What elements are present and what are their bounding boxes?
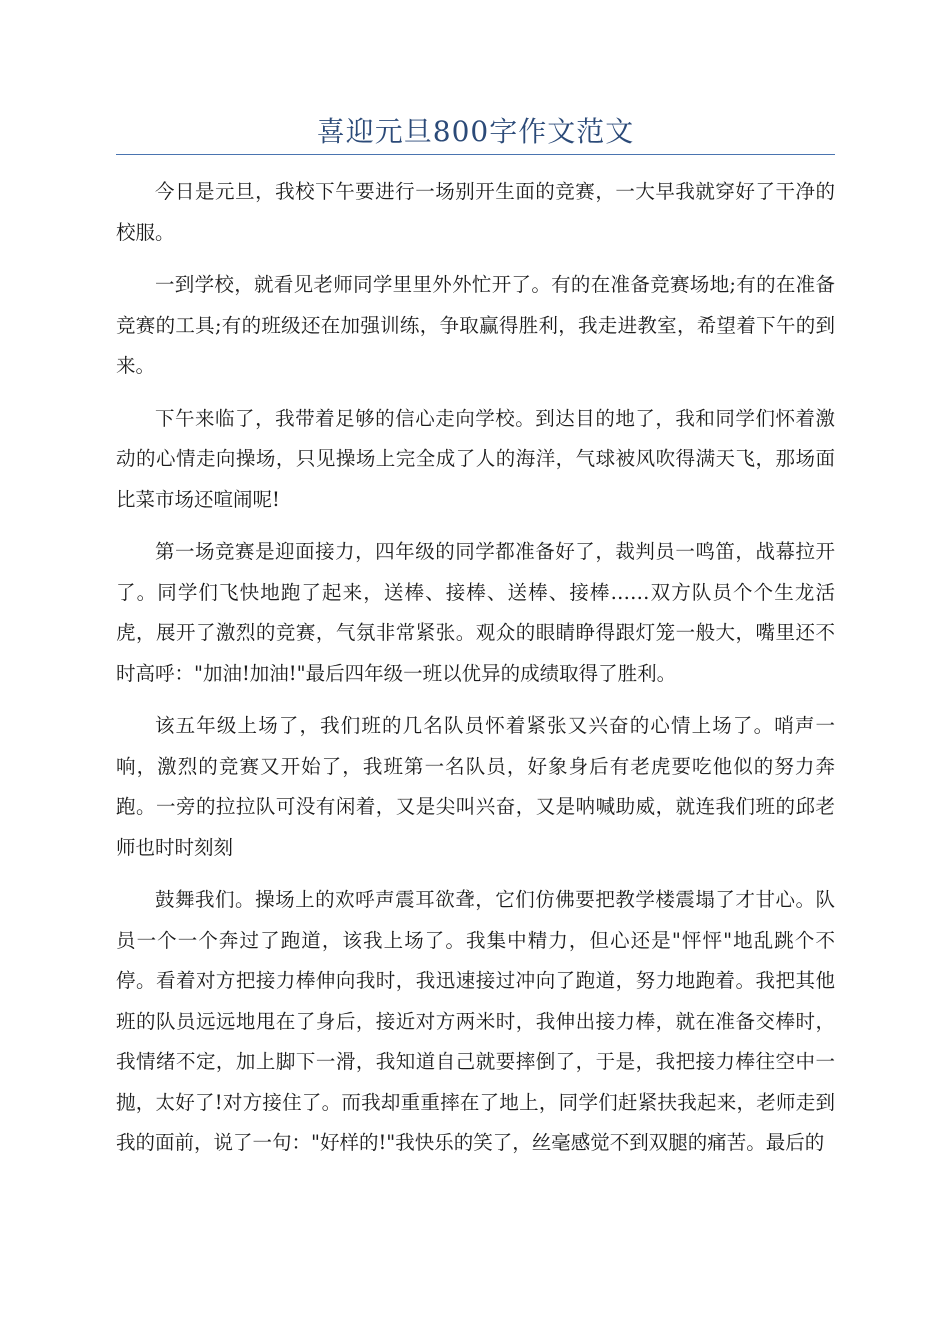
paragraph: 今日是元旦，我校下午要进行一场别开生面的竞赛，一大早我就穿好了干净的校服。 <box>116 180 835 244</box>
paragraph: 一到学校，就看见老师同学里里外外忙开了。有的在准备竞赛场地;有的在准备竞赛的工具;有的班级还在加强训练，争取赢得胜利，我走进教室，希望着下午的到来。 <box>116 273 835 377</box>
document-title: 喜迎元旦800字作文范文 <box>316 115 635 148</box>
paragraph: 第一场竞赛是迎面接力，四年级的同学都准备好了，裁判员一鸣笛，战幕拉开了。同学们飞快地跑了起来，送棒、接棒、送棒、接棒……双方队员个个生龙活虎，展开了激烈的竞赛，气氛非常紧张。观众的眼睛睁得跟灯笼一般大，嘴里还不时高呼："加油!加油!"最后四年级一班以优异的成绩取得了胜利。 <box>116 540 835 685</box>
paragraph: 鼓舞我们。操场上的欢呼声震耳欲聋，它们仿佛要把教学楼震塌了才甘心。队员一个一个奔过了跑道，该我上场了。我集中精力，但心还是"怦怦"地乱跳个不停。看着对方把接力棒伸向我时，我迅速接过冲向了跑道，努力地跑着。我把其他班的队员远远地甩在了身后，接近对方两米时，我伸出接力棒，就在准备交棒时，我情绪不定，加上脚下一滑，我知道自己就要摔倒了，于是，我把接力棒往空中一抛，太好了!对方接住了。而我却重重摔在了地上，同学们赶紧扶我起来，老师走到我的面前，说了一句："好样的!"我快乐的笑了，丝毫感觉不到双腿的痛苦。最后的 <box>116 888 835 1154</box>
title-underline <box>116 154 835 155</box>
paragraph: 该五年级上场了，我们班的几名队员怀着紧张又兴奋的心情上场了。哨声一响，激烈的竞赛又开始了，我班第一名队员，好象身后有老虎要吃他似的努力奔跑。一旁的拉拉队可没有闲着，又是尖叫兴奋，又是呐喊助威，就连我们班的邱老师也时时刻刻 <box>116 714 835 859</box>
document-body <box>116 172 835 1176</box>
paragraph: 下午来临了，我带着足够的信心走向学校。到达目的地了，我和同学们怀着激动的心情走向操场，只见操场上完全成了人的海洋，气球被风吹得满天飞，那场面比菜市场还喧闹呢! <box>116 406 835 511</box>
